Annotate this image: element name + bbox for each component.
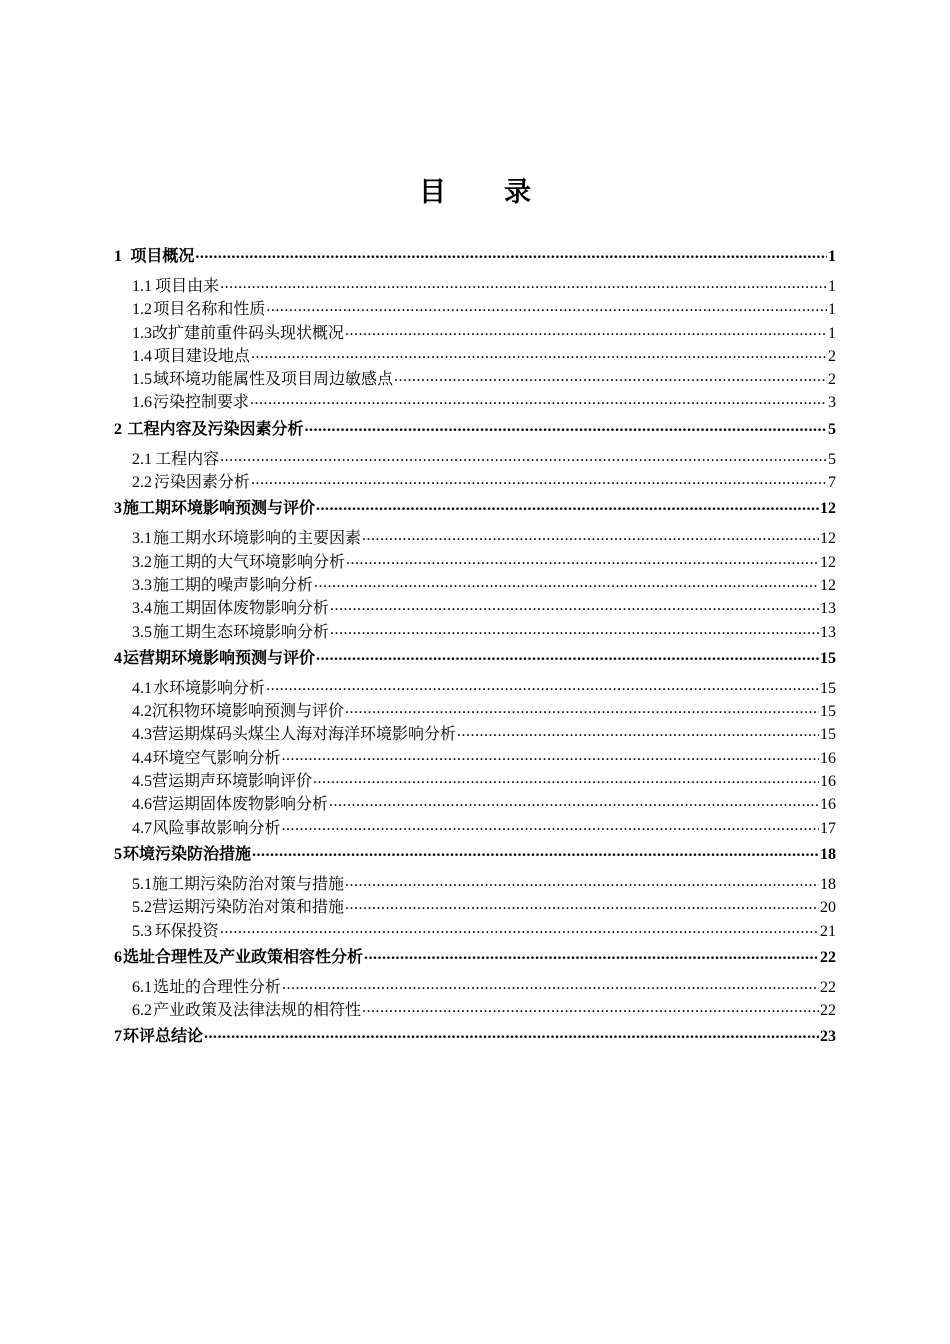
dot-leader bbox=[281, 751, 819, 767]
toc-entry-label: 风险事故影响分析 bbox=[152, 819, 281, 837]
toc-page-number: 22 bbox=[820, 948, 836, 966]
toc-entry-number: 1.2 bbox=[132, 301, 152, 319]
toc-entry-label: 营运期声环境影响评价 bbox=[152, 773, 313, 791]
toc-chapter-entry[interactable] bbox=[114, 496, 836, 521]
dot-leader bbox=[220, 924, 819, 940]
toc-entry-number: 1.3 bbox=[132, 324, 152, 342]
toc-page-number: 22 bbox=[820, 1002, 836, 1020]
toc-entry-number: 6.2 bbox=[132, 1002, 152, 1020]
dot-leader bbox=[457, 727, 819, 743]
toc-entry-label: 选址合理性及产业政策相容性分析 bbox=[123, 948, 364, 966]
toc-page-number: 12 bbox=[820, 530, 836, 548]
toc-page-number: 16 bbox=[820, 749, 836, 767]
toc-section-entry[interactable] bbox=[114, 723, 836, 746]
dot-leader bbox=[204, 1029, 819, 1045]
dot-leader bbox=[314, 578, 819, 594]
toc-page-number: 12 bbox=[820, 553, 836, 571]
toc-page-number: 15 bbox=[820, 726, 836, 744]
toc-entry-number: 4.5 bbox=[132, 773, 152, 791]
dot-leader bbox=[345, 326, 827, 342]
dot-leader bbox=[281, 821, 819, 837]
toc-entry-label: 改扩建前重件码头现状概况 bbox=[152, 324, 345, 342]
toc-entry-label: 域环境功能属性及项目周边敏感点 bbox=[153, 371, 394, 389]
toc-page-number: 5 bbox=[828, 420, 836, 438]
toc-entry-number: 4.7 bbox=[132, 819, 152, 837]
toc-entry-number: 2.2 bbox=[132, 474, 152, 492]
dot-leader bbox=[362, 531, 819, 547]
toc-chapter-entry[interactable] bbox=[114, 1024, 836, 1049]
dot-leader bbox=[330, 625, 819, 641]
toc-page-number: 1 bbox=[828, 248, 836, 265]
toc-entry-number: 1.1 bbox=[132, 278, 152, 295]
toc-entry-number: 4.6 bbox=[132, 796, 152, 814]
toc-entry-label: 施工期环境影响预测与评价 bbox=[123, 500, 316, 518]
dot-leader bbox=[282, 980, 819, 996]
toc-entry-number: 7 bbox=[114, 1028, 122, 1046]
dot-leader bbox=[313, 774, 819, 790]
toc-section-entry[interactable] bbox=[114, 471, 836, 494]
title-char-2: 录 bbox=[504, 177, 531, 207]
toc-section-entry[interactable] bbox=[114, 677, 836, 700]
toc-entry-label: 施工期污染防治对策与措施 bbox=[152, 875, 345, 893]
toc-chapter-entry[interactable] bbox=[114, 646, 836, 671]
toc-entry-number: 5 bbox=[114, 845, 122, 863]
toc-entry-label: 施工期水环境影响的主要因素 bbox=[153, 530, 362, 548]
toc-entry-number: 5.2 bbox=[132, 899, 152, 917]
toc-entry-label: 运营期环境影响预测与评价 bbox=[123, 649, 316, 667]
toc-entry-number: 4.1 bbox=[132, 679, 152, 697]
toc-section-entry[interactable] bbox=[114, 448, 836, 471]
toc-section-entry[interactable] bbox=[114, 920, 836, 943]
toc-section-entry[interactable] bbox=[114, 391, 836, 414]
toc-entry-number: 3.3 bbox=[132, 576, 152, 594]
toc-entry-number: 2 bbox=[114, 420, 122, 438]
toc-entry-label: 选址的合理性分析 bbox=[153, 978, 282, 996]
toc-chapter-entry[interactable] bbox=[114, 945, 836, 970]
toc-entry-number: 1.6 bbox=[132, 394, 152, 412]
toc-entry-number: 4.2 bbox=[132, 703, 152, 721]
toc-entry-label: 项目建设地点 bbox=[153, 347, 250, 365]
dot-leader bbox=[316, 651, 819, 667]
toc-entry-label: 施工期固体废物影响分析 bbox=[153, 600, 330, 618]
toc-entry-label: 环境空气影响分析 bbox=[152, 749, 281, 767]
toc-section-entry[interactable] bbox=[114, 527, 836, 550]
toc-entry-label: 产业政策及法律法规的相符性 bbox=[153, 1002, 362, 1020]
toc-entry-number: 4 bbox=[114, 649, 122, 667]
dot-leader bbox=[346, 555, 819, 571]
toc-page-number: 21 bbox=[820, 922, 836, 940]
toc-section-entry[interactable] bbox=[114, 873, 836, 896]
table-of-contents bbox=[114, 244, 836, 1055]
toc-entry-label: 环评总结论 bbox=[123, 1028, 204, 1046]
toc-entry-number: 3.4 bbox=[132, 600, 152, 618]
toc-page-number: 7 bbox=[828, 474, 836, 492]
dot-leader bbox=[316, 501, 819, 517]
dot-leader bbox=[362, 1003, 819, 1019]
toc-chapter-entry[interactable] bbox=[114, 244, 836, 269]
toc-section-entry[interactable] bbox=[114, 275, 836, 298]
toc-entry-label: 营运期煤码头煤尘人海对海洋环境影响分析 bbox=[152, 726, 457, 744]
toc-page-number: 1 bbox=[828, 324, 836, 342]
toc-entry-number: 6 bbox=[114, 948, 122, 966]
toc-section-entry[interactable] bbox=[114, 896, 836, 919]
toc-entry-number: 5.3 bbox=[132, 922, 152, 940]
toc-entry-label: 污染因素分析 bbox=[153, 474, 250, 492]
toc-page-number: 1 bbox=[828, 301, 836, 319]
toc-entry-number: 5.1 bbox=[132, 875, 152, 893]
toc-entry-label: 项目概况 bbox=[130, 248, 195, 265]
toc-entry-label: 环境污染防治措施 bbox=[123, 845, 252, 863]
toc-entry-label: 环保投资 bbox=[154, 922, 219, 940]
toc-page-number: 15 bbox=[820, 649, 836, 667]
toc-section-entry[interactable] bbox=[114, 298, 836, 321]
toc-entry-label: 项目由来 bbox=[155, 278, 220, 295]
toc-section-entry[interactable] bbox=[114, 597, 836, 620]
toc-entry-label: 施工期生态环境影响分析 bbox=[153, 623, 330, 641]
dot-leader bbox=[330, 601, 819, 617]
toc-section-entry[interactable] bbox=[114, 368, 836, 391]
toc-page-number: 23 bbox=[820, 1028, 836, 1046]
toc-entry-number: 3.5 bbox=[132, 623, 152, 641]
toc-page-number: 18 bbox=[820, 845, 836, 863]
toc-entry-label: 营运期固体废物影响分析 bbox=[152, 796, 329, 814]
dot-leader bbox=[345, 877, 819, 893]
dot-leader bbox=[364, 950, 819, 966]
toc-section-entry[interactable] bbox=[114, 345, 836, 368]
toc-chapter-entry[interactable] bbox=[114, 842, 836, 867]
dot-leader bbox=[394, 372, 827, 388]
toc-page-number: 12 bbox=[820, 500, 836, 518]
dot-leader bbox=[251, 475, 827, 491]
dot-leader bbox=[266, 681, 819, 697]
toc-section-entry[interactable] bbox=[114, 747, 836, 770]
toc-page-number: 1 bbox=[828, 278, 836, 295]
toc-entry-label: 施工期的大气环境影响分析 bbox=[153, 553, 346, 571]
toc-page-number: 13 bbox=[820, 600, 836, 618]
toc-entry-label: 营运期污染防治对策和措施 bbox=[152, 899, 345, 917]
toc-entry-label: 工程内容及污染因素分析 bbox=[127, 420, 304, 438]
toc-entry-label: 项目名称和性质 bbox=[153, 301, 266, 319]
dot-leader bbox=[250, 395, 827, 411]
toc-entry-label: 污染控制要求 bbox=[153, 394, 250, 412]
toc-section-entry[interactable] bbox=[114, 793, 836, 816]
toc-entry-number: 4.4 bbox=[132, 749, 152, 767]
toc-entry-label: 水环境影响分析 bbox=[153, 679, 266, 697]
toc-page-number: 12 bbox=[820, 576, 836, 594]
toc-page-number: 3 bbox=[828, 394, 836, 412]
toc-section-entry[interactable] bbox=[114, 574, 836, 597]
toc-page-number: 15 bbox=[820, 679, 836, 697]
dot-leader bbox=[220, 279, 827, 295]
toc-section-entry[interactable] bbox=[114, 621, 836, 644]
toc-section-entry[interactable] bbox=[114, 999, 836, 1022]
toc-entry-number: 3 bbox=[114, 500, 122, 518]
toc-section-entry[interactable] bbox=[114, 770, 836, 793]
toc-entry-number: 6.1 bbox=[132, 978, 152, 996]
toc-page-number: 16 bbox=[820, 773, 836, 791]
page-title bbox=[0, 170, 950, 209]
toc-page-number: 18 bbox=[820, 875, 836, 893]
title-char-1: 目 bbox=[419, 177, 446, 207]
toc-entry-number: 3.2 bbox=[132, 553, 152, 571]
toc-page-number: 5 bbox=[828, 450, 836, 468]
dot-leader bbox=[345, 704, 819, 720]
toc-page-number: 20 bbox=[820, 899, 836, 917]
toc-entry-number: 3.1 bbox=[132, 530, 152, 548]
toc-entry-label: 施工期的噪声影响分析 bbox=[153, 576, 314, 594]
toc-chapter-entry[interactable] bbox=[114, 417, 836, 442]
dot-leader bbox=[329, 797, 819, 813]
toc-entry-number: 1.5 bbox=[132, 371, 152, 389]
dot-leader bbox=[195, 249, 827, 265]
dot-leader bbox=[345, 900, 819, 916]
toc-entry-number: 2.1 bbox=[132, 450, 152, 468]
dot-leader bbox=[251, 349, 827, 365]
toc-section-entry[interactable] bbox=[114, 976, 836, 999]
toc-page-number: 2 bbox=[828, 371, 836, 389]
dot-leader bbox=[305, 422, 827, 438]
toc-page-number: 13 bbox=[820, 623, 836, 641]
toc-entry-number: 1.4 bbox=[132, 347, 152, 365]
toc-page-number: 17 bbox=[820, 819, 836, 837]
toc-page-number: 15 bbox=[820, 703, 836, 721]
toc-page-number: 2 bbox=[828, 347, 836, 365]
dot-leader bbox=[252, 847, 819, 863]
toc-section-entry[interactable] bbox=[114, 700, 836, 723]
toc-page-number: 16 bbox=[820, 796, 836, 814]
toc-entry-label: 工程内容 bbox=[155, 450, 220, 468]
toc-page-number: 22 bbox=[820, 978, 836, 996]
toc-entry-number: 4.3 bbox=[132, 726, 152, 744]
toc-entry-label: 沉积物环境影响预测与评价 bbox=[152, 703, 345, 721]
toc-entry-number: 1 bbox=[114, 248, 122, 265]
toc-section-entry[interactable] bbox=[114, 551, 836, 574]
dot-leader bbox=[266, 302, 827, 318]
toc-section-entry[interactable] bbox=[114, 817, 836, 840]
toc-section-entry[interactable] bbox=[114, 322, 836, 345]
dot-leader bbox=[220, 452, 827, 468]
